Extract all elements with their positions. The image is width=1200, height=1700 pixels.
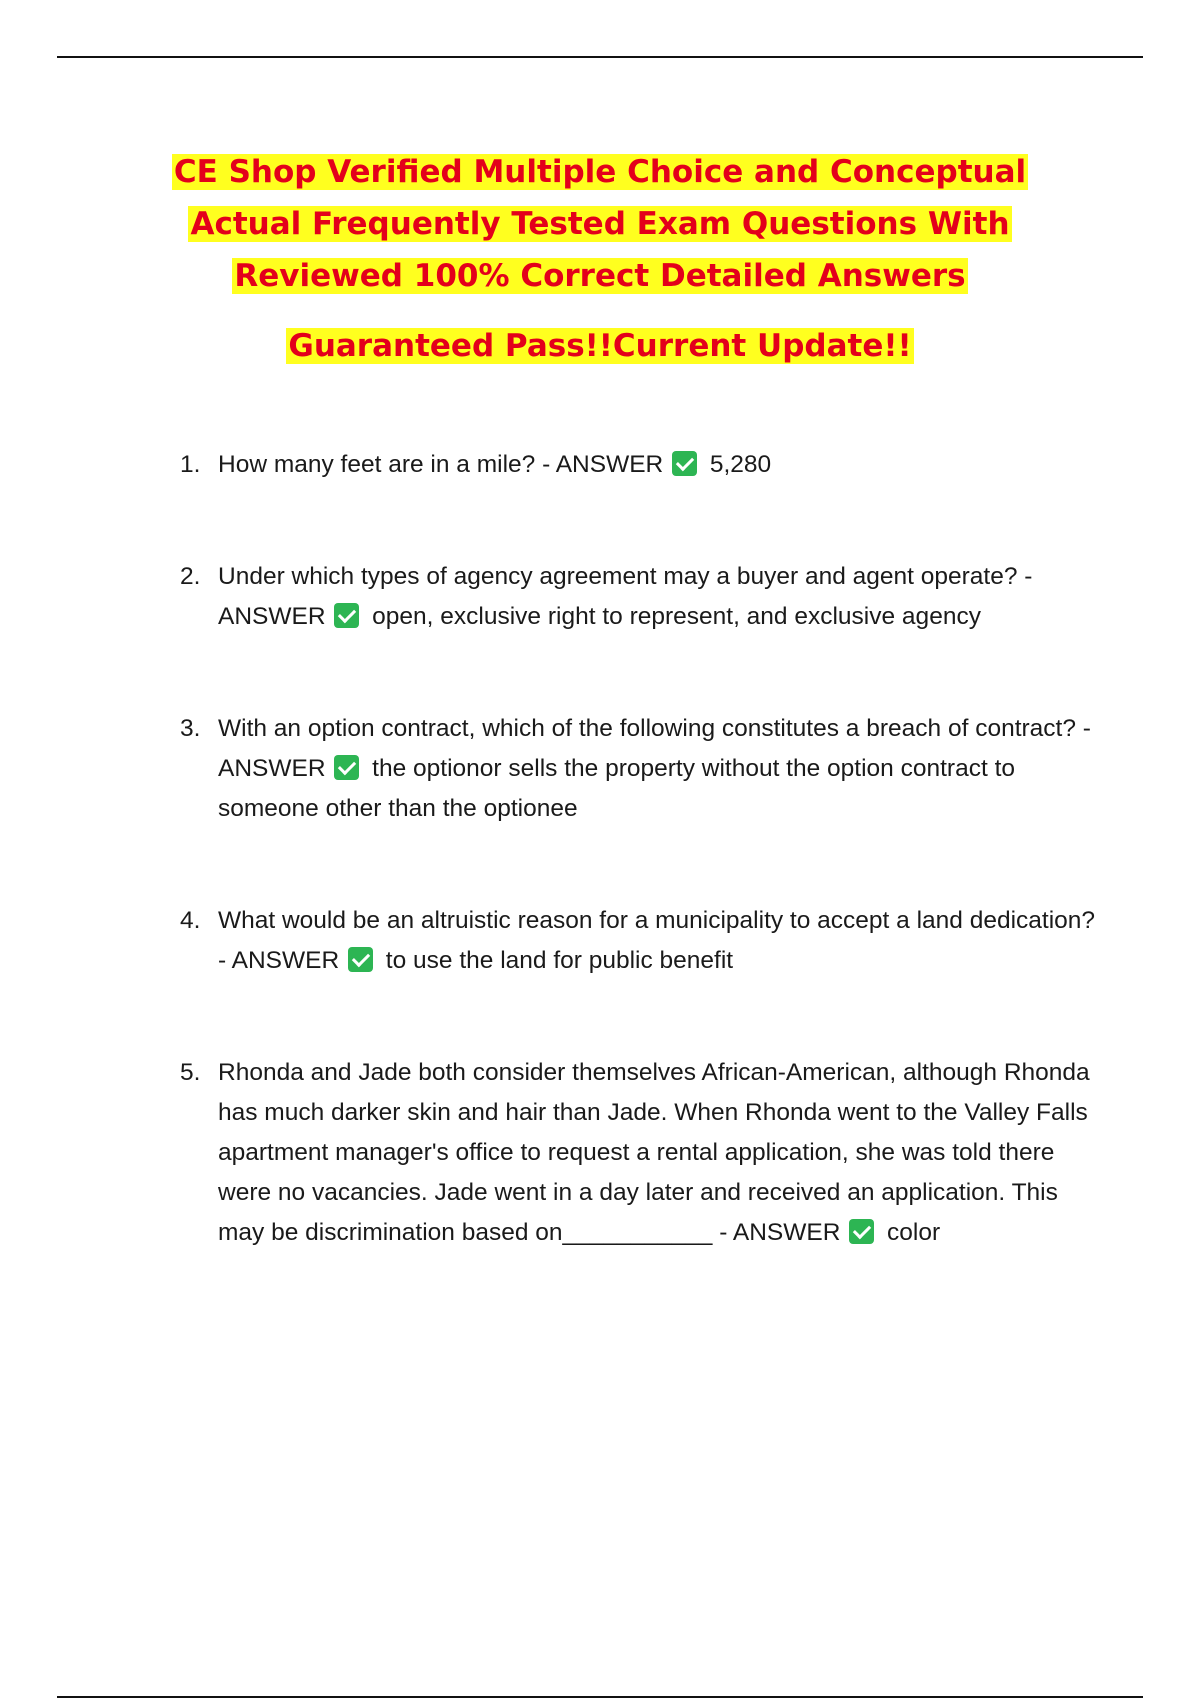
question-text: With an option contract, which of the following constitutes a breach of contract? - ANSWER bbox=[218, 715, 1091, 782]
question-item-3 bbox=[180, 709, 1100, 829]
question-item-2 bbox=[180, 557, 1100, 637]
question-number: 2. bbox=[180, 563, 201, 590]
answer-text: the optionor sells the property without the option contract to someone other than the optionee bbox=[218, 755, 1015, 822]
check-mark-icon bbox=[334, 603, 359, 628]
question-item-1 bbox=[180, 445, 1100, 485]
title-line-2: Actual Frequently Tested Exam Questions With bbox=[190, 206, 1010, 242]
check-mark-icon bbox=[334, 755, 359, 780]
check-mark-icon bbox=[849, 1219, 874, 1244]
question-item-4 bbox=[180, 901, 1100, 981]
answer-text: 5,280 bbox=[709, 451, 772, 478]
question-text: Rhonda and Jade both consider themselves African-American, although Rhonda has much darker skin and hair than Jade. When Rhonda went to the Valley Falls apartment manager's office to request a rental application, she was told there were no vacancies. Jade went in a day later and received an application. This may be discrimination based on___________ - ANSWER bbox=[218, 1059, 1090, 1246]
question-text: Under which types of agency agreement may a buyer and agent operate? - ANSWER bbox=[218, 563, 1033, 630]
question-text: What would be an altruistic reason for a municipality to accept a land dedication? - ANSWER bbox=[218, 907, 1096, 974]
answer-text: open, exclusive right to represent, and exclusive agency bbox=[372, 603, 981, 630]
top-rule bbox=[57, 56, 1143, 58]
question-number: 1. bbox=[180, 451, 201, 478]
question-list bbox=[180, 445, 1100, 1325]
title-line-4: Guaranteed Pass!!Current Update!! bbox=[288, 328, 912, 364]
document-title bbox=[100, 146, 1100, 372]
question-number: 3. bbox=[180, 715, 201, 742]
title-line-3: Reviewed 100% Correct Detailed Answers bbox=[234, 258, 966, 294]
bottom-rule bbox=[57, 1696, 1143, 1698]
answer-text: color bbox=[887, 1219, 941, 1246]
question-number: 5. bbox=[180, 1059, 201, 1086]
question-text: How many feet are in a mile? - ANSWER bbox=[218, 451, 664, 478]
question-number: 4. bbox=[180, 907, 201, 934]
question-item-5 bbox=[180, 1053, 1100, 1253]
check-mark-icon bbox=[348, 947, 373, 972]
title-line-1: CE Shop Verified Multiple Choice and Conceptual bbox=[173, 154, 1027, 190]
check-mark-icon bbox=[672, 451, 697, 476]
answer-text: to use the land for public benefit bbox=[385, 947, 734, 974]
